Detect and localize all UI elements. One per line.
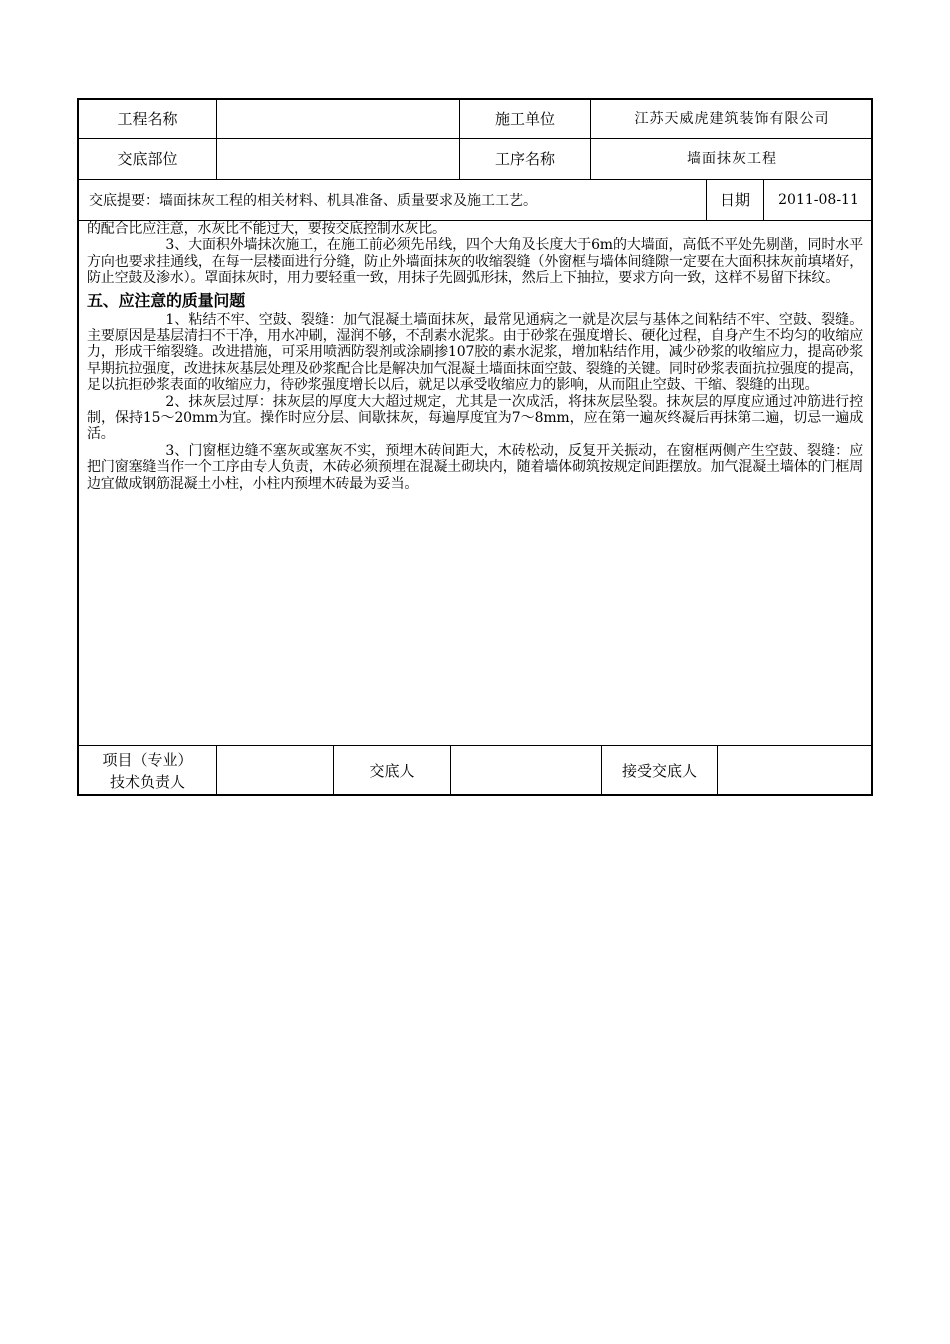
discloser-label: 交底人 [369, 762, 415, 780]
quality-issue-2: 2、抹灰层过厚：抹灰层的厚度大大超过规定，尤其是一次成活，将抹灰层坠裂。抹灰层的厚度应通过冲筋进行控制，保持15～20mm为宜。操作时应分层、间歇抹灰，每遍厚度宜为7～8mm，应在第一遍灰终凝后再抹第二遍，切忌一遍成活。 [87, 393, 863, 443]
summary-text: 交底提要：墙面抹灰工程的相关材料、机具准备、质量要求及施工工艺。 [89, 193, 537, 209]
disclosure-form [77, 98, 873, 796]
process-value: 墙面抹灰工程 [687, 151, 777, 167]
section-label: 交底部位 [117, 150, 178, 168]
quality-issue-3: 3、门窗框边缝不塞灰或塞灰不实，预埋木砖间距大，木砖松动，反复开关振动，在窗框两侧产生空鼓、裂缝：应把门窗塞缝当作一个工序由专人负责，木砖必须预埋在混凝土砌块内，随着墙体砌筑按规定间距摆放。加气混凝土墙体的门框周边宜做成钢筋混凝土小柱，小柱内预埋木砖最为妥当。 [87, 442, 863, 492]
project-name-value [217, 100, 459, 138]
disclosure-body [87, 221, 863, 492]
continued-paragraph: 的配合比应注意，水灰比不能过大，要按交底控制水灰比。 [87, 221, 446, 237]
paragraph-3: 3、大面积外墙抹次施工，在施工前必须先吊线，四个大角及长度大于6m的大墙面，高低不平处先剔凿，同时水平方向也要求挂通线，在每一层楼面进行分缝，防止外墙面抹灰的收缩裂缝（外窗框与墙体间缝隙一定要在大面积抹灰前填堵好，防止空鼓及渗水）。罩面抹灰时，用力要轻重一致，用抹子先圆弧形抹，然后上下抽拉，要求方向一致，这样不易留下抹纹。 [87, 237, 863, 287]
receiver-value [718, 746, 873, 796]
tech-lead-label-line2: 技术负责人 [109, 773, 185, 791]
process-label: 工序名称 [494, 150, 555, 168]
discloser-value [451, 746, 601, 796]
quality-issue-1: 1、粘结不牢、空鼓、裂缝：加气混凝土墙面抹灰，最常见通病之一就是次层与基体之间粘结不牢、空鼓、裂缝。主要原因是基层清扫不干净，用水冲刷，湿润不够，不刮素水泥浆。由于砂浆在强度增长、硬化过程，自身产生不均匀的收缩应力，形成干缩裂缝。改进措施，可采用喷洒防裂剂或涂刷掺107胶的素水泥浆，增加粘结作用，减少砂浆的收缩应力，提高砂浆早期抗拉强度，改进抹灰基层处理及砂浆配合比是解决加气混凝土墙面抹面空鼓、裂缝的关键。同时砂浆表面抗拉强度的提高，足以抗拒砂浆表面的收缩应力，待砂浆强度增长以后，就足以承受收缩应力的影响，从而阻止空鼓、干缩、裂缝的出现。 [87, 311, 863, 394]
contractor-label: 施工单位 [494, 110, 555, 128]
tech-lead-label-line1: 项目（专业） [102, 751, 193, 769]
project-name-label: 工程名称 [117, 110, 178, 128]
section-heading: 五、应注意的质量问题 [87, 290, 246, 310]
tech-lead-label [79, 746, 216, 796]
date-label: 日期 [719, 191, 750, 209]
contractor-value: 江苏天威虎建筑装饰有限公司 [634, 111, 830, 127]
section-value [217, 139, 459, 179]
tech-lead-value [217, 746, 333, 796]
receiver-label: 接受交底人 [621, 762, 697, 780]
date-value: 2011-08-11 [778, 192, 859, 208]
